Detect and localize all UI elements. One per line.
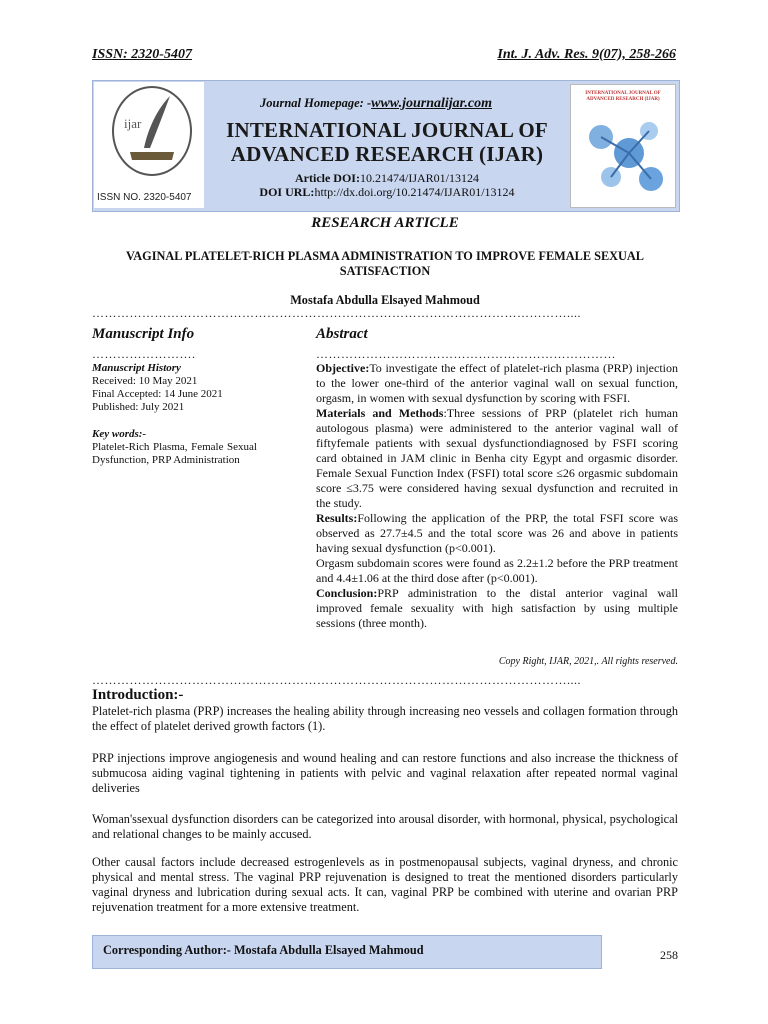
doi-url-link[interactable]: http://dx.doi.org/10.21474/IJAR01/13124 (314, 185, 515, 199)
abstract-body (316, 361, 678, 631)
divider-right: ……………………………………………………………… (316, 347, 616, 361)
issn-header: ISSN: 2320-5407 (92, 47, 192, 62)
results-text: Following the application of the PRP, the total FSFI score was observed as 27.7±4.5 and the total score was 26 and above in patients having sexual dysfunction (p<0.001). (316, 511, 678, 555)
corresponding-author-box (92, 935, 602, 969)
results-label: Results: (316, 511, 358, 525)
methods-label: Materials and Methods (316, 406, 444, 420)
intro-paragraph-4: Other causal factors include decreased estrogenlevels as in postmenopausal subjects, vaginal dryness, and chronic physical and mental stress. The vaginal PRP rejuvenation is designed to treat the mentioned disorders particularly vaginal dryness and lubrication during sexual acts. It can, vaginal PRP be combined with uterine and ovarian PRP rejuvenation treatment for a more extensive treatment. (92, 855, 678, 914)
logo-issn: ISSN NO. 2320-5407 (97, 192, 192, 203)
objective-text: To investigate the effect of platelet-rich plasma (PRP) injection to the lower one-third of the anterior vaginal wall on sexual function, orgasm, in women with sexual dysfunction by scoring with FSFI. (316, 361, 678, 405)
introduction-heading: Introduction:- (92, 687, 184, 703)
accepted-date: Final Accepted: 14 June 2021 (92, 388, 223, 400)
article-title: VAGINAL PLATELET-RICH PLASMA ADMINISTRATION TO IMPROVE FEMALE SEXUAL SATISFACTION (125, 249, 645, 278)
doi-label: Article DOI: (295, 171, 360, 185)
published-date: Published: July 2021 (92, 401, 185, 413)
doi-url-label: DOI URL: (259, 185, 315, 199)
journal-title (206, 118, 568, 166)
page-number: 258 (660, 948, 678, 962)
abstract-objective (316, 361, 678, 406)
divider-top: …………………………………………………………………………………………………….... (92, 306, 581, 320)
intro-paragraph-1: Platelet-rich plasma (PRP) increases the healing ability through increasing neo vessels and collagen formation through the effect of platelet derived growth factors (1). (92, 704, 678, 733)
logo-text: ijar (124, 116, 142, 131)
keywords-block (92, 428, 257, 467)
conclusion-label: Conclusion: (316, 586, 378, 600)
journal-title-line1: INTERNATIONAL JOURNAL OF (226, 118, 548, 142)
abstract-results (316, 511, 678, 556)
abstract-conclusion (316, 586, 678, 631)
molecule-icon (571, 107, 675, 207)
objective-label: Objective: (316, 361, 370, 375)
cover-title: INTERNATIONAL JOURNAL OF ADVANCED RESEARCH (IJAR) (585, 91, 661, 102)
doi-value: 10.21474/IJAR01/13124 (359, 171, 479, 185)
manuscript-history (92, 362, 257, 414)
corresponding-author: Corresponding Author:- Mostafa Abdulla Elsayed Mahmoud (103, 943, 424, 957)
history-label: Manuscript History (92, 362, 181, 374)
keywords-label: Key words:- (92, 428, 147, 440)
article-author: Mostafa Abdulla Elsayed Mahmoud (290, 293, 480, 307)
article-type: RESEARCH ARTICLE (311, 215, 459, 231)
divider-bottom: …………………………………………………………………………………………………….... (92, 673, 581, 687)
homepage-label: Journal Homepage: - (260, 96, 372, 110)
homepage-link[interactable]: www.journalijar.com (371, 96, 492, 111)
manuscript-info-heading: Manuscript Info (92, 326, 195, 342)
citation-header: Int. J. Adv. Res. 9(07), 258-266 (497, 47, 676, 62)
methods-text: :Three sessions of PRP (platelet rich human autologous plasma) were administered to the anterior vaginal wall of fiftyfemale patients with sexual dysfunctiondiagnosed by FSFI scoring card obtained in JAM clinic in Benha city Egypt and orgasmic disorder. Female Sexual Function Index (FSFI) total score ≤26 orgasmic subdomain score ≤3.75 were considered having sexual dysfunction and recruited in the study. (316, 406, 678, 510)
abstract-orgasm: Orgasm subdomain scores were found as 2.2±1.2 before the PRP treatment and 4.4±1.06 at the third dose after (p<0.001). (316, 556, 678, 585)
intro-paragraph-3: Woman'ssexual dysfunction disorders can be categorized into arousal disorder, with hormonal, physical, psychological and relational changes to be mainly accused. (92, 812, 678, 841)
divider-left: ……………………. (92, 347, 196, 361)
keywords-text: Platelet-Rich Plasma, Female Sexual Dysfunction, PRP Administration (92, 441, 257, 466)
doi-block (206, 171, 568, 199)
homepage-line (260, 96, 492, 112)
received-date: Received: 10 May 2021 (92, 375, 198, 387)
copyright: Copy Right, IJAR, 2021,. All rights reserved. (498, 656, 678, 667)
abstract-heading: Abstract (316, 326, 368, 342)
quill-logo-icon (112, 86, 192, 176)
journal-cover-image (570, 84, 676, 208)
conclusion-text: PRP administration to the distal anterior vaginal wall improved female sexuality with high satisfaction by using multiple sessions (three month). (316, 586, 678, 630)
intro-paragraph-2: PRP injections improve angiogenesis and wound healing and can restore functions and also increase the thickness of submucosa aiding vaginal tightening in patients with pelvic and vaginal relaxation after repeated normal vaginal deliveries (92, 751, 678, 795)
journal-title-line2: ADVANCED RESEARCH (IJAR) (230, 142, 544, 166)
abstract-methods (316, 406, 678, 511)
